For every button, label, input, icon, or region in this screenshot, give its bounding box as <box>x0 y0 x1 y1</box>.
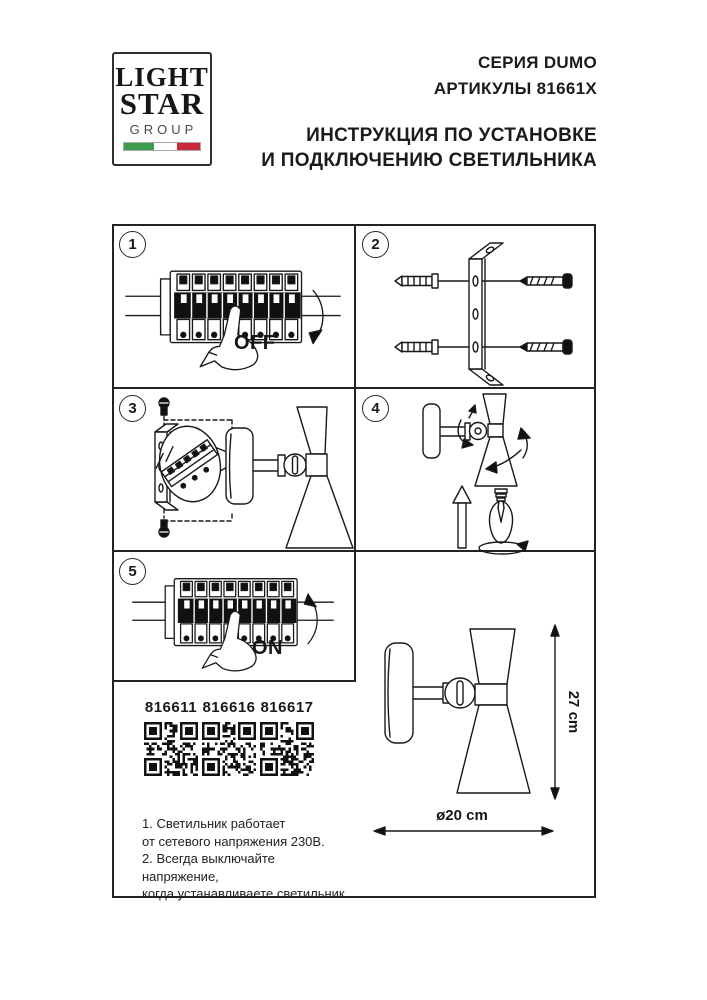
grid-divider-row3-left <box>114 680 356 682</box>
switch-on-label: ON <box>252 637 283 659</box>
grid-divider-row1 <box>114 387 594 389</box>
turn-on-arrow-icon <box>304 594 317 644</box>
instruction-grid <box>112 224 596 901</box>
breaker-off-illustration <box>122 248 344 380</box>
article-number: 816616 <box>202 699 256 716</box>
lamp-assembly-illustration <box>114 390 354 550</box>
products-and-notes-section <box>114 683 354 901</box>
bracket-mounting-illustration <box>357 226 594 387</box>
logo-light-text: LIGHT <box>115 62 209 92</box>
grid-divider-vertical <box>354 226 356 682</box>
screw-top <box>482 274 572 288</box>
qr-code <box>260 722 314 776</box>
note-line: 1. Светильник работает <box>142 816 286 831</box>
step-panel-1 <box>114 226 354 387</box>
breaker-on-illustration <box>122 557 344 679</box>
switch-off-label: OFF <box>234 332 276 354</box>
logo-group-text: GROUP <box>129 122 198 137</box>
step-number-badge-1: 1 <box>119 231 146 258</box>
article-number: 816617 <box>260 699 314 716</box>
qr-code <box>144 722 198 776</box>
note-line: когда устанавливаете светильник. <box>142 886 349 901</box>
flag-red-segment <box>177 143 200 150</box>
insert-up-arrow-icon <box>453 486 471 548</box>
page-title-line2: И ПОДКЛЮЧЕНИЮ СВЕТИЛЬНИКА <box>261 150 597 171</box>
article-numbers-row <box>144 699 314 776</box>
page-title <box>261 123 597 173</box>
page-title-line1: ИНСТРУКЦИЯ ПО УСТАНОВКЕ <box>306 125 597 146</box>
step-number-badge-5: 5 <box>119 558 146 585</box>
diameter-dimension-label: ø20 cm <box>436 807 488 824</box>
italian-flag-bar <box>123 142 201 151</box>
dimensions-section <box>357 553 594 893</box>
turn-off-arrow-icon <box>309 290 323 343</box>
lamp-side-view <box>385 629 530 793</box>
step-number-badge-4: 4 <box>362 395 389 422</box>
lamp-back-plate <box>226 428 253 504</box>
step-panel-3 <box>114 390 354 550</box>
lamp-arm-and-shade <box>253 407 353 548</box>
step-number-badge-3: 3 <box>119 395 146 422</box>
diameter-dimension <box>374 807 553 835</box>
shade-adjust-bulb-illustration <box>357 390 594 550</box>
safety-notes <box>142 815 354 903</box>
logo-star-text: STAR <box>119 86 205 121</box>
note-line: от сетевого напряжения 230В. <box>142 833 325 849</box>
flag-white-segment <box>154 143 177 150</box>
header-text-block <box>261 50 597 173</box>
series-label: СЕРИЯ DUMO <box>477 53 597 72</box>
note-line: 2. Всегда выключайте напряжение, <box>142 851 275 884</box>
screw-bottom <box>159 520 169 537</box>
lightstar-logo <box>112 52 212 166</box>
step-panel-2 <box>357 226 594 387</box>
step-panel-5 <box>114 553 354 680</box>
article-column <box>202 699 256 776</box>
article-number: 816611 <box>144 699 198 716</box>
articles-label: АРТИКУЛЫ 81661X <box>433 79 597 98</box>
wall-lamp <box>423 394 517 486</box>
step-number-badge-2: 2 <box>362 231 389 258</box>
screw-top <box>159 398 169 415</box>
wall-anchor-top <box>395 274 469 288</box>
height-dimension <box>551 625 582 799</box>
wall-anchor-bottom <box>395 340 469 354</box>
article-column <box>144 699 198 776</box>
article-column <box>260 699 314 776</box>
flag-green-segment <box>124 143 154 150</box>
step-panel-4 <box>357 390 594 550</box>
lamp-dimensions-drawing <box>357 553 594 893</box>
light-bulb-icon <box>489 489 512 543</box>
screw-bottom <box>482 340 572 354</box>
qr-code <box>202 722 256 776</box>
wall-bracket <box>469 243 503 385</box>
height-dimension-label: 27 cm <box>565 690 582 734</box>
